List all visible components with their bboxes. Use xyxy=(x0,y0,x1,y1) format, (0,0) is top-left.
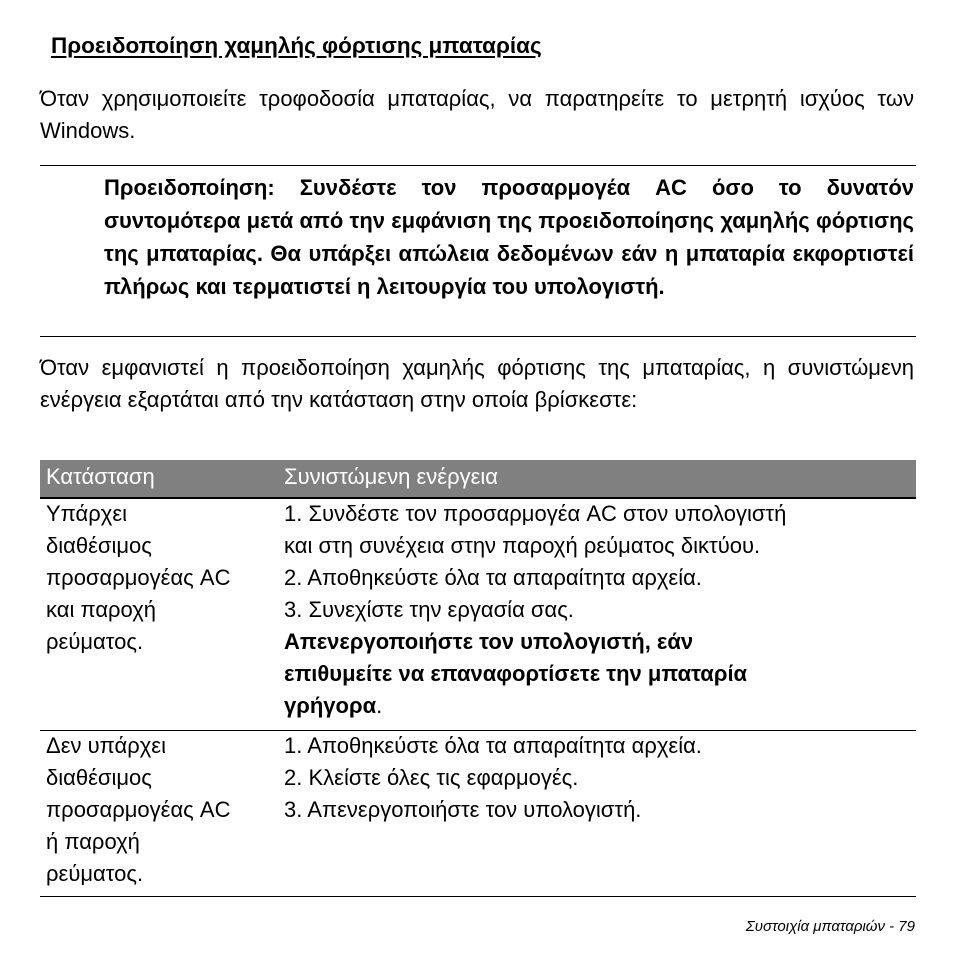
table-row-1-actions xyxy=(284,498,914,722)
situation-line: ή παροχή xyxy=(46,829,140,854)
table-header-situation: Κατάσταση xyxy=(46,464,155,489)
action-line: και στη συνέχεια στην παροχή ρεύματος δικτύου. xyxy=(284,533,761,558)
situation-paragraph: Όταν εμφανιστεί η προειδοποίηση χαμηλής φόρτισης της μπαταρίας, η συνιστώμενη ενέργεια εξαρτάται από την κατάσταση στην οποία βρίσκεστε: xyxy=(40,355,914,412)
bold-note-period: . xyxy=(376,693,383,718)
page-footer: Συστοιχία μπαταριών - 79 xyxy=(745,918,915,935)
table-bottom-rule xyxy=(40,896,916,897)
bold-note-line: Απενεργοποιήστε τον υπολογιστή, εάν xyxy=(284,629,694,654)
warning-top-rule xyxy=(40,165,916,166)
situation-line: ρεύματος. xyxy=(46,861,144,886)
action-line: 1. Αποθηκεύστε όλα τα απαραίτητα αρχεία. xyxy=(284,733,702,758)
action-line: 2. Αποθηκεύστε όλα τα απαραίτητα αρχεία. xyxy=(284,565,702,590)
table-row-2-situation xyxy=(46,730,274,890)
action-line: 2. Κλείστε όλες τις εφαρμογές. xyxy=(284,765,579,790)
situation-line: και παροχή xyxy=(46,597,156,622)
action-line: 3. Απενεργοποιήστε τον υπολογιστή. xyxy=(284,797,642,822)
action-line: 3. Συνεχίστε την εργασία σας. xyxy=(284,597,574,622)
situation-line: προσαρμογέας AC xyxy=(46,565,231,590)
situation-line: ρεύματος. xyxy=(46,629,144,654)
situation-line: διαθέσιμος xyxy=(46,533,152,558)
situation-line: προσαρμογέας AC xyxy=(46,797,231,822)
bold-note-word: γρήγορα xyxy=(284,693,377,718)
intro-paragraph: Όταν χρησιμοποιείτε τροφοδοσία μπαταρίας, να παρατηρείτε το μετρητή ισχύος των Windows. xyxy=(40,86,914,143)
table-header-action: Συνιστώμενη ενέργεια xyxy=(284,464,499,489)
warning-note: Προειδοποίηση: Συνδέστε τον προσαρμογέα AC όσο το δυνατόν συντομότερα μετά από την εμφάνιση της προειδοποίησης χαμηλής φόρτισης της μπαταρίας. Θα υπάρξει απώλεια δεδομένων εάν η μπαταρία εκφορτιστεί πλήρως και τερματιστεί η λειτουργία του υπολογιστή. xyxy=(104,175,914,299)
bold-note-line: επιθυμείτε να επαναφορτίσετε την μπαταρία xyxy=(284,661,748,686)
bold-note-last-line xyxy=(284,690,914,722)
table-header-row xyxy=(40,460,916,499)
situation-line: Υπάρχει xyxy=(46,501,128,526)
table-row-2-actions xyxy=(284,730,914,826)
warning-bottom-rule xyxy=(40,336,916,337)
table-row-1-situation xyxy=(46,498,274,658)
situation-line: Δεν υπάρχει xyxy=(46,733,166,758)
section-heading: Προειδοποίηση χαμηλής φόρτισης μπαταρίας xyxy=(51,33,542,58)
action-line: 1. Συνδέστε τον προσαρμογέα AC στον υπολογιστή xyxy=(284,501,787,526)
situation-line: διαθέσιμος xyxy=(46,765,152,790)
